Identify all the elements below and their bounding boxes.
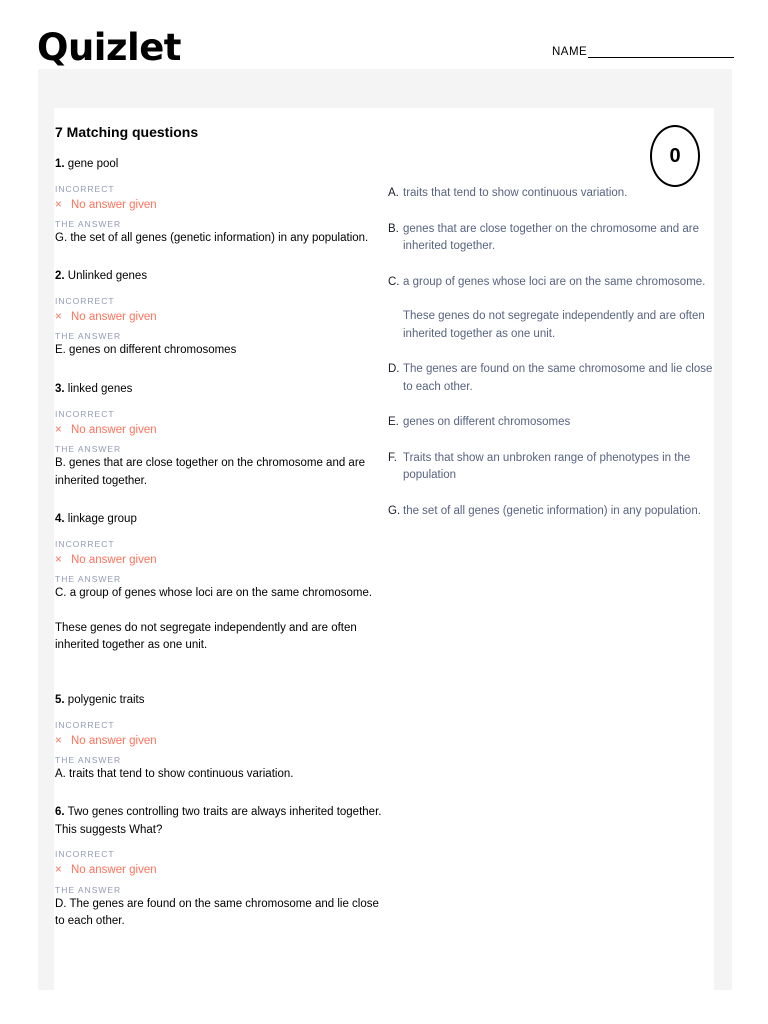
question-prompt [55,381,385,399]
no-answer [55,552,385,570]
correct-answer [55,766,385,784]
no-answer-text: No answer given [71,310,157,323]
answer-text: G. the set of all genes (genetic information) in any population. [55,232,369,244]
question-item [55,804,385,931]
quizlet-logo: Quizlet [37,26,181,69]
name-label: NAME [552,46,588,58]
incorrect-label: INCORRECT [55,719,115,730]
no-answer-text: No answer given [71,553,157,566]
correct-answer [55,585,385,655]
answer-text: E. genes on different chromosomes [55,344,237,356]
no-answer-text: No answer given [71,864,157,876]
no-answer [55,422,385,440]
the-answer-label: THE ANSWER [55,219,122,229]
question-number: 6. [55,806,65,818]
answer-text: A. traits that tend to show continuous variation. [55,768,294,780]
score-badge: 0 [650,125,700,187]
option-letter: E. [388,416,399,428]
no-answer [55,862,385,880]
question-prompt [55,156,385,174]
name-line [588,45,734,58]
option-text-line: the set of all genes (genetic information) in any population. [403,504,701,517]
incorrect-label: INCORRECT [55,183,115,194]
option-text-line: The genes are found on the same chromosome and lie close to each other. [403,363,713,393]
question-item [55,156,385,248]
option-letter: A. [388,187,399,199]
option-text-line: genes that are close together on the chromosome and are inherited together. [403,222,699,252]
no-answer-text: No answer given [71,423,157,436]
option-letter: C. [388,275,400,288]
option-letter: D. [388,363,400,375]
x-icon: × [55,198,62,211]
question-prompt [55,804,385,839]
question-number: 5. [55,694,65,706]
no-answer [55,733,385,751]
option-text-line: These genes do not segregate independently and are often inherited together as one unit. [403,310,705,340]
question-item [55,511,385,655]
option-text [403,503,701,521]
answer-options [388,185,718,538]
question-prompt [55,692,385,710]
answer-text: C. a group of genes whose loci are on the same chromosome. [55,587,373,599]
question-text: gene pool [67,158,119,170]
x-icon: × [55,423,62,436]
answer-text: These genes do not segregate independently and are often inherited together as one unit. [55,621,357,651]
question-number: 4. [55,513,65,525]
incorrect-label: INCORRECT [55,295,115,306]
no-answer-text: No answer given [71,734,157,747]
answer-text: D. The genes are found on the same chromosome and lie close to each other. [55,897,379,927]
option-text-line: traits that tend to show continuous variation. [403,187,628,199]
question-number: 3. [55,383,65,395]
the-answer-label: THE ANSWER [55,331,122,341]
option-item [388,185,718,203]
x-icon: × [55,734,62,747]
option-item [388,450,718,485]
section-title: 7 Matching questions [55,124,199,140]
question-number: 2. [55,270,65,282]
correct-answer [55,342,385,360]
option-text-line: genes on different chromosomes [403,416,571,428]
question-prompt [55,511,385,529]
x-icon: × [55,864,62,876]
the-answer-label: THE ANSWER [55,755,122,765]
incorrect-label: INCORRECT [55,408,115,419]
x-icon: × [55,553,62,566]
the-answer-label: THE ANSWER [55,884,122,895]
option-text [403,221,718,256]
correct-answer [55,230,385,248]
no-answer [55,309,385,327]
option-letter: F. [388,451,397,464]
option-text-line: Traits that show an unbroken range of phenotypes in the population [403,451,691,481]
correct-answer [55,896,385,931]
question-text: linked genes [67,383,133,395]
no-answer [55,197,385,215]
option-item [388,361,718,396]
option-item [388,414,718,432]
question-text: linkage group [67,513,137,525]
answer-text: B. genes that are close together on the chromosome and are inherited together. [55,457,366,487]
question-prompt [55,268,385,286]
option-item [388,274,718,344]
correct-answer [55,455,385,490]
option-item [388,221,718,256]
option-item [388,503,718,521]
question-item [55,381,385,490]
option-text [403,361,718,396]
option-text [403,274,718,344]
option-letter: G. [388,504,401,517]
question-text: Unlinked genes [67,270,148,282]
option-letter: B. [388,222,399,235]
option-text [403,185,627,203]
x-icon: × [55,310,62,323]
incorrect-label: INCORRECT [55,538,115,549]
question-number: 1. [55,158,65,170]
the-answer-label: THE ANSWER [55,574,122,584]
option-text-line: a group of genes whose loci are on the same chromosome. [403,275,706,288]
name-field[interactable] [552,45,734,58]
question-text: Two genes controlling two traits are always inherited together. This suggests What? [55,806,382,836]
option-text [403,414,570,432]
incorrect-label: INCORRECT [55,849,115,859]
option-text [403,450,718,485]
no-answer-text: No answer given [71,198,157,211]
question-item [55,268,385,360]
question-item [55,692,385,784]
question-text: polygenic traits [67,694,145,706]
the-answer-label: THE ANSWER [55,444,122,454]
